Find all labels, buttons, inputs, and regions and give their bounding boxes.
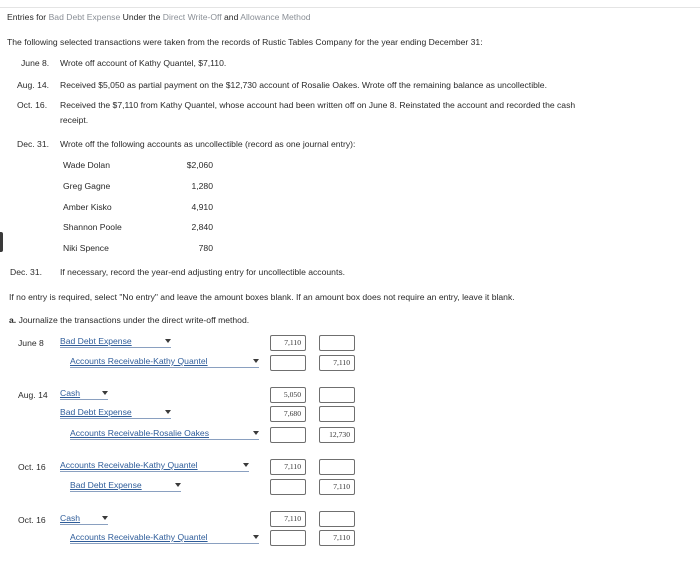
journal-date: Oct. 16 [18, 515, 46, 525]
journal-date: June 8 [18, 338, 44, 348]
account-select[interactable] [60, 407, 171, 419]
writeoff-amount: 780 [198, 243, 213, 253]
credit-input[interactable] [319, 335, 355, 351]
part-letter: a. [9, 315, 17, 325]
credit-input[interactable] [319, 387, 355, 403]
account-select[interactable] [70, 356, 259, 368]
transaction-text-continued: receipt. [60, 115, 89, 125]
debit-input[interactable]: 7,110 [270, 511, 306, 527]
transaction-text: Received $5,050 as partial payment on the $12,730 account of Rosalie Oakes. Wrote off the remaining balance as uncollectible. [60, 80, 547, 90]
account-select-value: Accounts Receivable-Kathy Quantel [60, 460, 198, 470]
debit-input[interactable]: 7,680 [270, 406, 306, 422]
writeoff-name: Wade Dolan [63, 160, 110, 170]
account-select-value: Cash [60, 388, 81, 398]
account-select[interactable] [70, 428, 259, 440]
debit-input[interactable] [270, 355, 306, 371]
transaction-date: Oct. 16. [17, 100, 48, 110]
title-term: Allowance Method [240, 12, 311, 22]
journal-date: Aug. 14 [18, 390, 48, 400]
credit-input[interactable] [319, 511, 355, 527]
debit-input[interactable]: 7,110 [270, 459, 306, 475]
title-term: Direct Write-Off [162, 12, 222, 22]
debit-input[interactable] [270, 427, 306, 443]
account-select-value: Accounts Receivable-Rosalie Oakes [70, 428, 209, 438]
debit-input[interactable]: 5,050 [270, 387, 306, 403]
dropdown-caret-icon [102, 391, 108, 395]
credit-input[interactable]: 7,110 [319, 479, 355, 495]
transaction-text: Wrote off account of Kathy Quantel, $7,110. [60, 58, 227, 68]
account-select[interactable] [60, 388, 108, 400]
writeoff-amount: 1,280 [191, 181, 213, 191]
transaction-date: Aug. 14. [17, 80, 50, 90]
transaction-date: June 8. [21, 58, 50, 68]
transaction-text: If necessary, record the year-end adjusting entry for uncollectible accounts. [60, 267, 346, 277]
debit-input[interactable] [270, 479, 306, 495]
dropdown-caret-icon [253, 359, 259, 363]
account-select[interactable] [60, 513, 108, 525]
title-term: Bad Debt Expense [48, 12, 121, 22]
transaction-date: Dec. 31. [17, 139, 50, 149]
account-select-value: Cash [60, 513, 81, 523]
transaction-text: Wrote off the following accounts as uncollectible (record as one journal entry): [60, 139, 356, 149]
dropdown-caret-icon [253, 431, 259, 435]
account-select-value: Accounts Receivable-Kathy Quantel [70, 532, 208, 542]
title-text: and [221, 12, 241, 22]
part-a-heading [9, 315, 249, 325]
dropdown-caret-icon [165, 339, 171, 343]
writeoff-name: Shannon Poole [63, 222, 122, 232]
dropdown-caret-icon [165, 410, 171, 414]
dropdown-caret-icon [243, 463, 249, 467]
writeoff-name: Amber Kisko [63, 202, 112, 212]
title-text: Under the [120, 12, 163, 22]
debit-input[interactable] [270, 530, 306, 546]
credit-input[interactable]: 12,730 [319, 427, 355, 443]
credit-input[interactable]: 7,110 [319, 355, 355, 371]
top-divider [0, 7, 700, 8]
account-select[interactable] [60, 460, 249, 472]
writeoff-amount: $2,060 [186, 160, 213, 170]
writeoff-amount: 2,840 [191, 222, 213, 232]
writeoff-name: Greg Gagne [63, 181, 111, 191]
credit-input[interactable] [319, 459, 355, 475]
instruction-text: If no entry is required, select "No entry" and leave the amount boxes blank. If an amount box does not require an entry, leave it blank. [9, 292, 515, 302]
account-select-value: Accounts Receivable-Kathy Quantel [70, 356, 208, 366]
account-select[interactable] [70, 532, 259, 544]
account-select-value: Bad Debt Expense [60, 336, 132, 346]
side-marker [0, 232, 3, 252]
dropdown-caret-icon [175, 483, 181, 487]
writeoff-name: Niki Spence [63, 243, 109, 253]
part-text: Journalize the transactions under the direct write-off method. [18, 315, 250, 325]
intro-text: The following selected transactions were taken from the records of Rustic Tables Company for the year ending December 31: [7, 37, 483, 47]
dropdown-caret-icon [102, 516, 108, 520]
account-select[interactable] [60, 336, 171, 348]
journal-date: Oct. 16 [18, 462, 46, 472]
transaction-text: Received the $7,110 from Kathy Quantel, whose account had been written off on June 8. Reinstated the account and recorded the cash [60, 100, 576, 110]
account-select-value: Bad Debt Expense [60, 407, 132, 417]
problem-title [7, 12, 311, 22]
debit-input[interactable]: 7,110 [270, 335, 306, 351]
writeoff-amount: 4,910 [191, 202, 213, 212]
title-text: Entries for [7, 12, 49, 22]
transaction-date: Dec. 31. [10, 267, 43, 277]
account-select[interactable] [70, 480, 181, 492]
credit-input[interactable] [319, 406, 355, 422]
account-select-value: Bad Debt Expense [70, 480, 142, 490]
dropdown-caret-icon [253, 535, 259, 539]
credit-input[interactable]: 7,110 [319, 530, 355, 546]
